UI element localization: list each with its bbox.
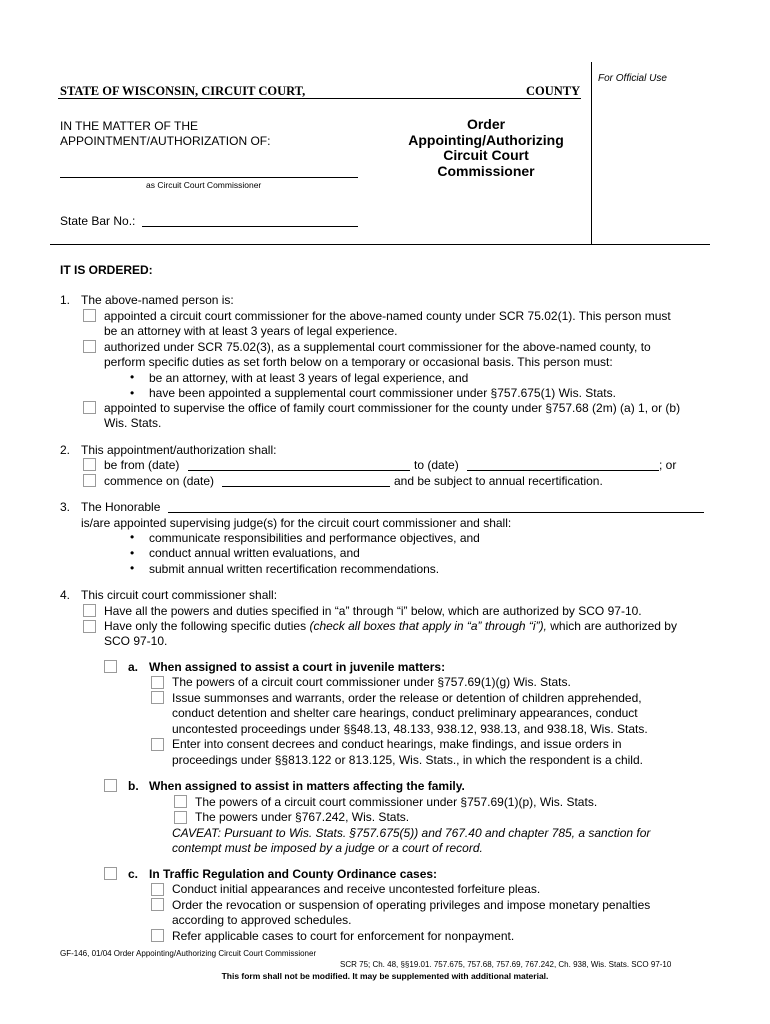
s4-all-powers-text: Have all the powers and duties specified in “a” through “i” below, which are authorized by SCO 97-10. <box>104 604 642 618</box>
s1-supervise-text2: Wis. Stats. <box>104 416 162 430</box>
name-caption: as Circuit Court Commissioner <box>146 180 262 190</box>
title-line1: Order <box>466 116 506 132</box>
s4-specific-post: which are authorized by <box>546 619 677 633</box>
s1-appointed-text: appointed a circuit court commissioner for the above-named county under SCR 75.02(1). This person must <box>104 309 671 323</box>
s4a-item2-checkbox[interactable] <box>151 691 164 704</box>
title-line3: Circuit Court <box>443 147 529 163</box>
footer-statutes: SCR 75; Ch. 48, §§19.01. 757.675, 757.68, 757.69, 767.242, Ch. 938, Wis. Stats. SCO 97-10 <box>340 960 672 969</box>
s4a-item1: The powers of a circuit court commissioner under §757.69(1)(g) Wis. Stats. <box>172 675 571 689</box>
state-bar-label: State Bar No.: <box>60 214 136 228</box>
official-use-label: For Official Use <box>598 73 667 84</box>
s4-number: 4. <box>60 588 71 602</box>
county-label: COUNTY <box>526 84 581 98</box>
s4a-item2-line3: uncontested proceedings under §§48.13, 48.133, 938.12, 938.13, and 938.18, Wis. Stats. <box>172 722 648 736</box>
s3-judge-name-field[interactable] <box>168 512 704 513</box>
s1-bullet1: be an attorney, with at least 3 years of legal experience, and <box>149 371 469 385</box>
bullet-icon: • <box>130 370 135 384</box>
s4-specific-ital: (check all boxes that apply in “a” through “i”), <box>309 619 547 633</box>
s2-commence-date-field[interactable] <box>222 486 390 487</box>
s1-authorized-text2: perform specific duties as set forth below on a temporary or occasional basis. This person must: <box>104 355 613 369</box>
s1-supervise-checkbox[interactable] <box>83 401 96 414</box>
s4a-item3-checkbox[interactable] <box>151 738 164 751</box>
s3-honorable-label: The Honorable <box>81 500 161 514</box>
s4b-checkbox[interactable] <box>104 779 117 792</box>
bullet-icon: • <box>130 546 135 560</box>
matter-line2: APPOINTMENT/AUTHORIZATION OF: <box>60 134 271 148</box>
s4c-item3: Refer applicable cases to court for enforcement for nonpayment. <box>172 929 515 943</box>
s2-be-from-checkbox[interactable] <box>83 458 96 471</box>
s4a-item3-line2: proceedings under §§813.122 or 813.125, Wis. Stats., in which the respondent is a child. <box>172 753 643 767</box>
s4a-heading: When assigned to assist a court in juvenile matters: <box>149 660 446 674</box>
s2-commence-label: commence on (date) <box>104 474 215 488</box>
it-is-ordered: IT IS ORDERED: <box>60 263 153 277</box>
s2-to-date-label: to (date) <box>414 458 459 472</box>
s2-recert-label: and be subject to annual recertification. <box>394 474 603 488</box>
s3-number: 3. <box>60 500 71 514</box>
s2-commence-checkbox[interactable] <box>83 474 96 487</box>
state-bar-field[interactable] <box>142 226 358 227</box>
s1-bullet2: have been appointed a supplemental court commissioner under §757.675(1) Wis. Stats. <box>149 386 616 400</box>
s2-number: 2. <box>60 443 71 457</box>
s2-be-from-label: be from (date) <box>104 458 180 472</box>
s4b-item1: The powers of a circuit court commissioner under §757.69(1)(p), Wis. Stats. <box>195 795 598 809</box>
s4a-item2-line2: conduct detention and shelter care hearings, conduct preliminary appearances, conduct <box>172 706 638 720</box>
s4-all-powers-checkbox[interactable] <box>83 604 96 617</box>
footer-notice: This form shall not be modified. It may be supplemented with additional material. <box>221 971 549 981</box>
s4b-item2: The powers under §767.242, Wis. Stats. <box>195 810 410 824</box>
s4b-item1-checkbox[interactable] <box>174 795 187 808</box>
s4c-item1: Conduct initial appearances and receive uncontested forfeiture pleas. <box>172 882 541 896</box>
s4b-caveat-line2: contempt must be imposed by a judge or a court of record. <box>172 841 483 855</box>
s4b-item2-checkbox[interactable] <box>174 811 187 824</box>
s2-or-label: ; or <box>659 458 677 472</box>
s4-specific-duties-checkbox[interactable] <box>83 620 96 633</box>
s4-specific-duties-text <box>104 619 677 634</box>
s4c-item2: Order the revocation or suspension of operating privileges and impose monetary penalties <box>172 898 651 912</box>
title-line4: Commissioner <box>437 162 535 179</box>
s4b-heading: When assigned to assist in matters affecting the family. <box>149 779 465 793</box>
s2-to-date-field[interactable] <box>467 470 659 471</box>
s4c-item2-line2: according to approved schedules. <box>172 913 352 927</box>
s4a-item1-checkbox[interactable] <box>151 676 164 689</box>
s1-supervise-text: appointed to supervise the office of family court commissioner for the county under §757.68 (2m) (a) 1, or (b) <box>104 401 681 415</box>
court-label: STATE OF WISCONSIN, CIRCUIT COURT, <box>60 84 306 98</box>
s4b-caveat: CAVEAT: Pursuant to Wis. Stats. §757.675(5)) and 767.40 and chapter 785, a sanction for <box>172 826 651 840</box>
s1-authorized-text: authorized under SCR 75.02(3), as a supplemental court commissioner for the above-named county, to <box>104 340 651 354</box>
s4c-checkbox[interactable] <box>104 867 117 880</box>
s3-bullet3: submit annual written recertification recommendations. <box>149 562 440 576</box>
s1-appointed-text2: be an attorney with at least 3 years of legal experience. <box>104 324 398 338</box>
form-title <box>380 117 592 179</box>
s4a-letter: a. <box>128 660 139 674</box>
header-bottom-rule <box>50 244 710 245</box>
s1-intro: The above-named person is: <box>81 293 234 307</box>
s2-from-date-field[interactable] <box>188 470 410 471</box>
s3-bullet1: communicate responsibilities and performance objectives, and <box>149 531 480 545</box>
s4-specific-duties-text2: SCO 97-10. <box>104 634 168 648</box>
s4a-item2: Issue summonses and warrants, order the release or detention of children apprehended, <box>172 691 642 705</box>
bullet-icon: • <box>130 561 135 575</box>
s2-intro: This appointment/authorization shall: <box>81 443 277 457</box>
county-line <box>58 98 581 99</box>
name-field-line[interactable] <box>60 177 358 178</box>
s4c-item1-checkbox[interactable] <box>151 883 164 896</box>
s4c-item3-checkbox[interactable] <box>151 929 164 942</box>
bullet-icon: • <box>130 386 135 400</box>
s4b-letter: b. <box>128 779 139 793</box>
s1-authorized-checkbox[interactable] <box>83 340 96 353</box>
title-line2: Appointing/Authorizing <box>408 131 564 148</box>
s4c-heading: In Traffic Regulation and County Ordinance cases: <box>149 867 438 881</box>
footer-form-id: GF-146, 01/04 Order Appointing/Authorizing Circuit Court Commissioner <box>60 949 317 958</box>
s4-specific-pre: Have only the following specific duties <box>104 619 310 633</box>
s1-appointed-checkbox[interactable] <box>83 309 96 322</box>
s4c-letter: c. <box>128 867 139 881</box>
s4a-item3: Enter into consent decrees and conduct hearings, make findings, and issue orders in <box>172 737 622 751</box>
s3-line2: is/are appointed supervising judge(s) for the circuit court commissioner and shall: <box>81 516 512 530</box>
matter-line1: IN THE MATTER OF THE <box>60 119 199 133</box>
bullet-icon: • <box>130 530 135 544</box>
s1-number: 1. <box>60 293 71 307</box>
s3-bullet2: conduct annual written evaluations, and <box>149 546 360 560</box>
s4a-checkbox[interactable] <box>104 660 117 673</box>
s4-intro: This circuit court commissioner shall: <box>81 588 278 602</box>
s4c-item2-checkbox[interactable] <box>151 898 164 911</box>
